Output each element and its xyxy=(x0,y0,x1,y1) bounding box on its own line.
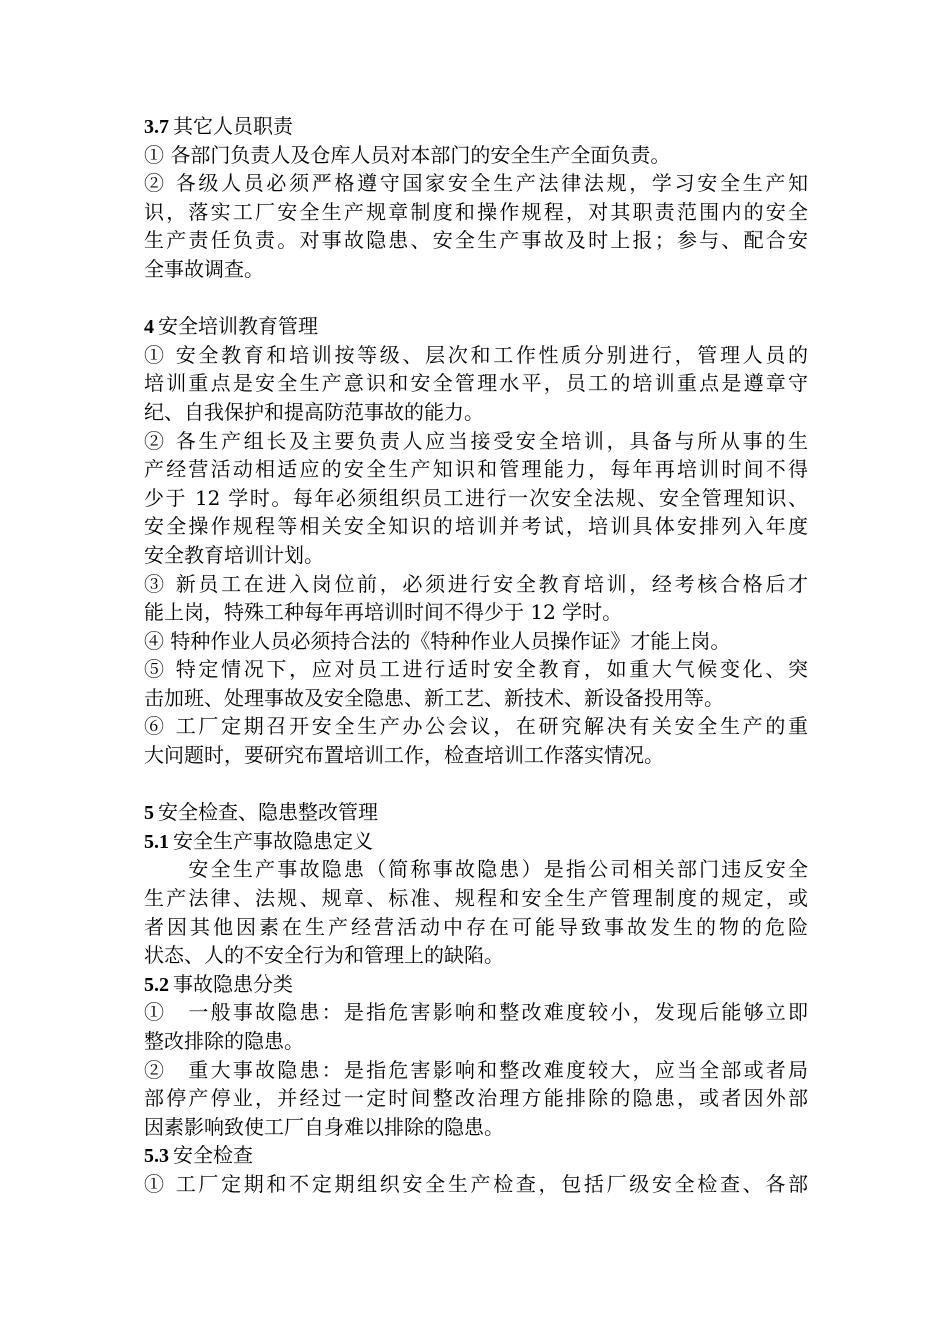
paragraph-line: 产经营活动相适应的安全生产知识和管理能力，每年再培训时间不得 xyxy=(144,457,808,482)
paragraph-line: 安全操作规程等相关安全知识的培训并考试，培训具体安排列入年度 xyxy=(144,514,808,539)
paragraph-line: ② 重大事故隐患：是指危害影响和整改难度较大，应当全部或者局 xyxy=(144,1057,808,1082)
paragraph-line: 因素影响致使工厂自身难以排除的隐患。 xyxy=(144,1114,504,1139)
section-title: 事故隐患分类 xyxy=(173,971,293,996)
paragraph-line: ③ 新员工在进入岗位前，必须进行安全教育培训，经考核合格后才 xyxy=(144,571,808,596)
paragraph-line: ① 安全教育和培训按等级、层次和工作性质分别进行，管理人员的 xyxy=(144,342,808,367)
section-number: 5 xyxy=(144,802,154,825)
paragraph-spacer xyxy=(144,770,808,799)
paragraph-line: 培训重点是安全生产意识和安全管理水平，员工的培训重点是遵章守 xyxy=(144,371,808,396)
paragraph-line: 安全生产事故隐患（简称事故隐患）是指公司相关部门违反安全 xyxy=(144,857,808,882)
paragraph-line: ① 工厂定期和不定期组织安全生产检查，包括厂级安全检查、各部 xyxy=(144,1171,808,1196)
paragraph-line: 全事故调查。 xyxy=(144,256,264,281)
paragraph-line: 者因其他因素在生产经营活动中存在可能导致事故发生的物的危险 xyxy=(144,914,808,939)
paragraph-line: 生产法律、法规、规章、标准、规程和安全生产管理制度的规定，或 xyxy=(144,886,808,911)
section-title: 安全检查 xyxy=(173,1143,253,1168)
paragraph-spacer xyxy=(144,284,808,313)
paragraph-line: ① 各部门负责人及仓库人员对本部门的安全生产全面负责。 xyxy=(144,142,671,167)
paragraph-line: 安全教育培训计划。 xyxy=(144,542,324,567)
paragraph-line: ② 各生产组长及主要负责人应当接受安全培训，具备与所从事的生 xyxy=(144,428,808,453)
section-heading-4 xyxy=(144,312,808,341)
paragraph-line: 能上岗，特殊工种每年再培训时间不得少于 12 学时。 xyxy=(144,600,623,625)
section-title: 安全生产事故隐患定义 xyxy=(173,828,373,853)
section-heading-5-2 xyxy=(144,970,808,999)
paragraph-line: 纪、自我保护和提高防范事故的能力。 xyxy=(144,399,484,424)
section-heading-5-1 xyxy=(144,827,808,856)
paragraph-line: 大问题时，要研究布置培训工作，检查培训工作落实情况。 xyxy=(144,743,664,768)
paragraph-line: 部停产停业，并经过一定时间整改治理方能排除的隐患，或者因外部 xyxy=(144,1086,808,1111)
paragraph-line: 整改排除的隐患。 xyxy=(144,1029,304,1053)
section-heading-3-7 xyxy=(144,112,808,141)
paragraph-line: 击加班、处理事故及安全隐患、新工艺、新技术、新设备投用等。 xyxy=(144,685,724,710)
section-title: 其它人员职责 xyxy=(173,114,293,138)
section-heading-5 xyxy=(144,798,808,827)
paragraph-line: ⑤ 特定情况下，应对员工进行适时安全教育，如重大气候变化、突 xyxy=(144,657,808,682)
section-number: 4 xyxy=(144,316,154,339)
paragraph-line: 生产责任负责。对事故隐患、安全生产事故及时上报；参与、配合安 xyxy=(144,228,808,253)
section-number: 5.2 xyxy=(144,973,169,996)
section-heading-5-3 xyxy=(144,1141,808,1170)
paragraph-line: 少于 12 学时。每年必须组织员工进行一次安全法规、安全管理知识、 xyxy=(144,485,808,510)
paragraph-line: 状态、人的不安全行为和管理上的缺陷。 xyxy=(144,943,504,968)
section-title: 安全检查、隐患整改管理 xyxy=(158,800,378,825)
paragraph-line: ⑥ 工厂定期召开安全生产办公会议，在研究解决有关安全生产的重 xyxy=(144,714,808,739)
document-body xyxy=(144,112,808,1199)
section-title: 安全培训教育管理 xyxy=(158,314,318,339)
section-number: 5.1 xyxy=(144,830,169,853)
paragraph-line: ① 一般事故隐患：是指危害影响和整改难度较小，发现后能够立即 xyxy=(144,1000,808,1025)
paragraph-line: ④ 特种作业人员必须持合法的《特种作业人员操作证》才能上岗。 xyxy=(144,628,731,653)
section-number: 5.3 xyxy=(144,1145,169,1168)
section-number: 3.7 xyxy=(144,116,169,138)
paragraph-line: 识，落实工厂安全生产规章制度和操作规程，对其职责范围内的安全 xyxy=(144,199,808,224)
paragraph-line: ② 各级人员必须严格遵守国家安全生产法律法规，学习安全生产知 xyxy=(144,171,808,196)
